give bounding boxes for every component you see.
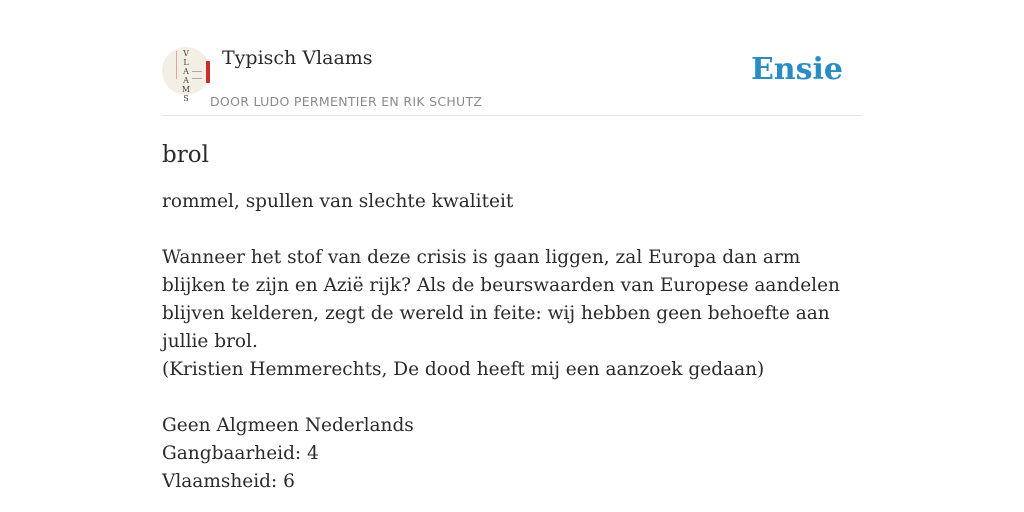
- authors-byline: DOOR LUDO PERMENTIER EN RIK SCHUTZ: [210, 94, 483, 109]
- language-status: Geen Algmeen Nederlands: [162, 415, 414, 436]
- gangbaarheid-rating: Gangbaarheid: 4: [162, 443, 319, 464]
- book-title[interactable]: Typisch Vlaams: [222, 47, 373, 69]
- cover-red-bar: [206, 61, 210, 83]
- cover-decoration-lines: [192, 71, 202, 79]
- example-quote: Wanneer het stof van deze crisis is gaan liggen, zal Europa dan arm blijken te zijn en Azië rijk? Als de beurswaarden van Europese aandelen blijven kelderen, zegt de wereld in feite: wij hebben geen behoefte aan jullie brol.: [162, 247, 840, 352]
- entry-card: [162, 44, 862, 496]
- entry-word: brol: [162, 142, 209, 168]
- entry-content: [162, 188, 862, 496]
- definition: rommel, spullen van slechte kwaliteit: [162, 191, 514, 212]
- cover-decoration: [176, 51, 177, 79]
- book-cover-avatar[interactable]: [162, 47, 210, 103]
- ensie-logo-link[interactable]: Ensie: [750, 52, 843, 87]
- quote-source: (Kristien Hemmerechts, De dood heeft mij een aanzoek gedaan): [162, 359, 765, 380]
- vlaamsheid-rating: Vlaamsheid: 6: [162, 471, 295, 492]
- header: [162, 44, 862, 116]
- cover-letters: V L A A M S: [181, 49, 191, 103]
